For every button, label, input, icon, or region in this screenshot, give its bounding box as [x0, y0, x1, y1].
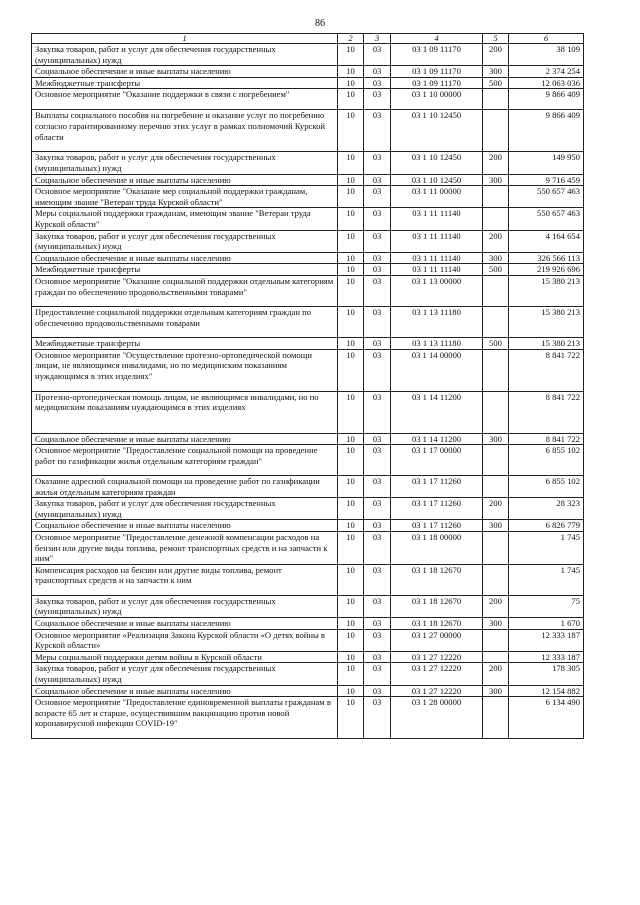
cell-section: 10	[338, 230, 364, 252]
cell-name: Социальное обеспечение и иные выплаты населению	[32, 618, 338, 630]
cell-section: 10	[338, 685, 364, 697]
cell-name: Закупка товаров, работ и услуг для обеспечения государственных (муниципальных) нужд	[32, 44, 338, 66]
cell-expense-type: 500	[483, 264, 509, 276]
cell-expense-type	[483, 391, 509, 433]
cell-code: 03 1 13 11180	[391, 337, 483, 349]
table-row	[32, 275, 584, 306]
cell-code: 03 1 09 11170	[391, 44, 483, 66]
table-row	[32, 44, 584, 66]
cell-name: Закупка товаров, работ и услуг для обеспечения государственных (муниципальных) нужд	[32, 498, 338, 520]
cell-sum: 1 745	[509, 564, 584, 595]
cell-subsection: 03	[364, 110, 391, 152]
cell-code: 03 1 17 11260	[391, 476, 483, 498]
table-row	[32, 445, 584, 476]
cell-sum: 6 855 102	[509, 476, 584, 498]
table-row	[32, 498, 584, 520]
cell-name: Закупка товаров, работ и услуг для обеспечения государственных (муниципальных) нужд	[32, 595, 338, 617]
cell-expense-type: 200	[483, 44, 509, 66]
cell-code: 03 1 11 00000	[391, 186, 483, 208]
cell-sum: 9 866 409	[509, 89, 584, 110]
cell-name: Основное мероприятие "Оказание мер социальной поддержки гражданам, имеющим звание "Ветеран труда Курской области"	[32, 186, 338, 208]
cell-expense-type	[483, 306, 509, 337]
header-cell-code: 4	[391, 34, 483, 44]
cell-expense-type: 300	[483, 66, 509, 78]
cell-section: 10	[338, 44, 364, 66]
cell-subsection: 03	[364, 564, 391, 595]
cell-name: Закупка товаров, работ и услуг для обеспечения государственных (муниципальных) нужд	[32, 230, 338, 252]
cell-section: 10	[338, 337, 364, 349]
cell-expense-type	[483, 564, 509, 595]
cell-sum: 12 154 882	[509, 685, 584, 697]
cell-expense-type: 200	[483, 498, 509, 520]
cell-code: 03 1 11 11140	[391, 252, 483, 264]
cell-subsection: 03	[364, 433, 391, 445]
cell-section: 10	[338, 349, 364, 391]
table-row	[32, 595, 584, 617]
cell-section: 10	[338, 520, 364, 532]
cell-name: Основное мероприятие "Оказание социальной поддержки отдельным категориям граждан по обеспечению продовольственными товарами"	[32, 275, 338, 306]
cell-code: 03 1 18 12670	[391, 564, 483, 595]
cell-subsection: 03	[364, 476, 391, 498]
page-number: 86	[315, 18, 325, 29]
cell-code: 03 1 27 00000	[391, 629, 483, 651]
cell-name: Компенсация расходов на бензин или другие виды топлива, ремонт транспортных средств и на запчасти к ним	[32, 564, 338, 595]
cell-sum: 4 164 654	[509, 230, 584, 252]
cell-sum: 219 926 696	[509, 264, 584, 276]
header-cell-expense-type: 5	[483, 34, 509, 44]
cell-name: Основное мероприятие «Реализация Закона Курской области «О детях войны в Курской области»	[32, 629, 338, 651]
cell-section: 10	[338, 391, 364, 433]
cell-code: 03 1 11 11140	[391, 230, 483, 252]
cell-expense-type	[483, 629, 509, 651]
cell-subsection: 03	[364, 306, 391, 337]
cell-expense-type	[483, 110, 509, 152]
cell-section: 10	[338, 618, 364, 630]
cell-subsection: 03	[364, 66, 391, 78]
cell-section: 10	[338, 663, 364, 685]
cell-code: 03 1 10 12450	[391, 110, 483, 152]
cell-subsection: 03	[364, 498, 391, 520]
cell-subsection: 03	[364, 618, 391, 630]
table-row	[32, 208, 584, 230]
cell-subsection: 03	[364, 520, 391, 532]
cell-subsection: 03	[364, 44, 391, 66]
cell-sum: 15 380 213	[509, 275, 584, 306]
table-row	[32, 264, 584, 276]
cell-name: Оказание адресной социальной помощи на проведение работ по газификации жилья отдельным категориям граждан	[32, 476, 338, 498]
cell-sum: 8 841 722	[509, 391, 584, 433]
cell-name: Основное мероприятие "Осуществление протезно-ортопедической помощи лицам, не являющимся инвалидами, но по медицинским показаниям нуждающимся в этих изделиях"	[32, 349, 338, 391]
cell-name: Социальное обеспечение и иные выплаты населению	[32, 520, 338, 532]
cell-expense-type: 300	[483, 685, 509, 697]
cell-expense-type	[483, 275, 509, 306]
cell-sum: 149 950	[509, 152, 584, 174]
cell-subsection: 03	[364, 275, 391, 306]
cell-subsection: 03	[364, 651, 391, 663]
cell-name: Социальное обеспечение и иные выплаты населению	[32, 685, 338, 697]
cell-section: 10	[338, 532, 364, 565]
cell-code: 03 1 14 00000	[391, 349, 483, 391]
cell-code: 03 1 10 12450	[391, 174, 483, 186]
cell-code: 03 1 28 00000	[391, 697, 483, 739]
cell-expense-type: 200	[483, 230, 509, 252]
cell-name: Протезно-ортопедическая помощь лицам, не являющимся инвалидами, но по медицинским показаниям нуждающимся в этих изделиях	[32, 391, 338, 433]
table-row	[32, 110, 584, 152]
cell-sum: 75	[509, 595, 584, 617]
cell-section: 10	[338, 66, 364, 78]
cell-section: 10	[338, 306, 364, 337]
cell-code: 03 1 27 12220	[391, 685, 483, 697]
cell-name: Закупка товаров, работ и услуг для обеспечения государственных (муниципальных) нужд	[32, 663, 338, 685]
cell-expense-type: 300	[483, 433, 509, 445]
table-row	[32, 618, 584, 630]
header-cell-name: 1	[32, 34, 338, 44]
cell-sum: 326 566 113	[509, 252, 584, 264]
cell-name: Социальное обеспечение и иные выплаты населению	[32, 433, 338, 445]
table-row	[32, 66, 584, 78]
cell-name: Выплаты социального пособия на погребение и оказание услуг по погребению согласно гарантированному перечню этих услуг в рамках полномочий Курской области	[32, 110, 338, 152]
cell-code: 03 1 13 11180	[391, 306, 483, 337]
cell-expense-type: 200	[483, 152, 509, 174]
cell-section: 10	[338, 445, 364, 476]
cell-expense-type	[483, 89, 509, 110]
cell-sum: 8 841 722	[509, 433, 584, 445]
cell-section: 10	[338, 651, 364, 663]
cell-subsection: 03	[364, 391, 391, 433]
cell-sum: 28 323	[509, 498, 584, 520]
cell-subsection: 03	[364, 532, 391, 565]
table-row	[32, 685, 584, 697]
cell-name: Меры социальной поддержки детям войны в Курской области	[32, 651, 338, 663]
cell-code: 03 1 09 11170	[391, 77, 483, 89]
cell-section: 10	[338, 208, 364, 230]
cell-code: 03 1 27 12220	[391, 651, 483, 663]
cell-code: 03 1 18 12670	[391, 595, 483, 617]
cell-section: 10	[338, 595, 364, 617]
cell-subsection: 03	[364, 89, 391, 110]
table-row	[32, 174, 584, 186]
cell-code: 03 1 10 12450	[391, 152, 483, 174]
cell-section: 10	[338, 275, 364, 306]
cell-expense-type: 200	[483, 595, 509, 617]
cell-section: 10	[338, 89, 364, 110]
cell-subsection: 03	[364, 685, 391, 697]
cell-section: 10	[338, 476, 364, 498]
cell-code: 03 1 18 12670	[391, 618, 483, 630]
cell-expense-type	[483, 445, 509, 476]
cell-code: 03 1 27 12220	[391, 663, 483, 685]
cell-section: 10	[338, 252, 364, 264]
cell-name: Основное мероприятие "Предоставление денежной компенсации расходов на бензин или другие виды топлива, ремонт транспортных средств и на запчасти к ним"	[32, 532, 338, 565]
table-row	[32, 230, 584, 252]
cell-subsection: 03	[364, 208, 391, 230]
table-row	[32, 152, 584, 174]
cell-code: 03 1 14 11200	[391, 391, 483, 433]
table-row	[32, 663, 584, 685]
cell-subsection: 03	[364, 264, 391, 276]
cell-expense-type	[483, 349, 509, 391]
cell-section: 10	[338, 186, 364, 208]
cell-name: Социальное обеспечение и иные выплаты населению	[32, 174, 338, 186]
cell-sum: 9 716 459	[509, 174, 584, 186]
cell-section: 10	[338, 498, 364, 520]
cell-name: Основное мероприятие "Предоставление единовременной выплаты гражданам в возрасте 65 лет и старше, осуществившим вакцинацию против новой коронавирусной инфекции COVID-19"	[32, 697, 338, 739]
cell-expense-type: 300	[483, 520, 509, 532]
cell-sum: 12 333 187	[509, 629, 584, 651]
cell-section: 10	[338, 264, 364, 276]
cell-code: 03 1 13 00000	[391, 275, 483, 306]
cell-name: Межбюджетные трансферты	[32, 337, 338, 349]
cell-name: Закупка товаров, работ и услуг для обеспечения государственных (муниципальных) нужд	[32, 152, 338, 174]
cell-expense-type	[483, 697, 509, 739]
cell-code: 03 1 11 11140	[391, 264, 483, 276]
cell-subsection: 03	[364, 337, 391, 349]
cell-expense-type	[483, 186, 509, 208]
cell-subsection: 03	[364, 252, 391, 264]
cell-section: 10	[338, 110, 364, 152]
table-row	[32, 697, 584, 739]
cell-name: Основное мероприятие "Предоставление социальной помощи на проведение работ по газификации жилья отдельным категориям граждан"	[32, 445, 338, 476]
cell-sum: 2 374 254	[509, 66, 584, 78]
cell-subsection: 03	[364, 174, 391, 186]
table-row	[32, 629, 584, 651]
table-row	[32, 564, 584, 595]
cell-sum: 12 333 187	[509, 651, 584, 663]
table-row	[32, 337, 584, 349]
cell-code: 03 1 17 11260	[391, 498, 483, 520]
cell-expense-type	[483, 532, 509, 565]
cell-expense-type: 300	[483, 174, 509, 186]
cell-subsection: 03	[364, 445, 391, 476]
cell-code: 03 1 11 11140	[391, 208, 483, 230]
table-row	[32, 532, 584, 565]
cell-section: 10	[338, 152, 364, 174]
cell-sum: 550 657 463	[509, 186, 584, 208]
cell-sum: 6 855 102	[509, 445, 584, 476]
cell-section: 10	[338, 629, 364, 651]
table-row	[32, 306, 584, 337]
cell-subsection: 03	[364, 349, 391, 391]
cell-sum: 1 745	[509, 532, 584, 565]
cell-sum: 38 109	[509, 44, 584, 66]
cell-expense-type: 300	[483, 252, 509, 264]
cell-subsection: 03	[364, 595, 391, 617]
cell-section: 10	[338, 433, 364, 445]
cell-sum: 15 380 213	[509, 337, 584, 349]
cell-subsection: 03	[364, 186, 391, 208]
table-row	[32, 349, 584, 391]
cell-name: Предоставление социальной поддержки отдельным категориям граждан по обеспечению продовольственными товарами	[32, 306, 338, 337]
cell-expense-type	[483, 476, 509, 498]
table-row	[32, 520, 584, 532]
cell-subsection: 03	[364, 77, 391, 89]
cell-sum: 178 305	[509, 663, 584, 685]
cell-subsection: 03	[364, 663, 391, 685]
cell-expense-type	[483, 208, 509, 230]
header-cell-subsection: 3	[364, 34, 391, 44]
cell-code: 03 1 18 00000	[391, 532, 483, 565]
cell-code: 03 1 10 00000	[391, 89, 483, 110]
cell-expense-type: 500	[483, 337, 509, 349]
cell-code: 03 1 09 11170	[391, 66, 483, 78]
cell-code: 03 1 17 00000	[391, 445, 483, 476]
cell-sum: 15 380 213	[509, 306, 584, 337]
cell-sum: 550 657 463	[509, 208, 584, 230]
cell-expense-type: 200	[483, 663, 509, 685]
cell-name: Социальное обеспечение и иные выплаты населению	[32, 66, 338, 78]
header-row	[32, 34, 584, 44]
cell-name: Социальное обеспечение и иные выплаты населению	[32, 252, 338, 264]
table-row	[32, 252, 584, 264]
cell-section: 10	[338, 77, 364, 89]
cell-name: Меры социальной поддержки гражданам, имеющим звание "Ветеран труда Курской области"	[32, 208, 338, 230]
table-row	[32, 476, 584, 498]
cell-expense-type: 300	[483, 618, 509, 630]
table-row	[32, 391, 584, 433]
cell-expense-type: 500	[483, 77, 509, 89]
table-row	[32, 186, 584, 208]
cell-subsection: 03	[364, 629, 391, 651]
cell-section: 10	[338, 564, 364, 595]
cell-sum: 8 841 722	[509, 349, 584, 391]
table-row	[32, 651, 584, 663]
cell-subsection: 03	[364, 152, 391, 174]
cell-subsection: 03	[364, 697, 391, 739]
cell-name: Основное мероприятие "Оказание поддержки в связи с погребением"	[32, 89, 338, 110]
header-cell-sum: 6	[509, 34, 584, 44]
cell-subsection: 03	[364, 230, 391, 252]
cell-sum: 6 134 490	[509, 697, 584, 739]
cell-sum: 1 670	[509, 618, 584, 630]
cell-code: 03 1 17 11260	[391, 520, 483, 532]
cell-section: 10	[338, 174, 364, 186]
table-row	[32, 433, 584, 445]
cell-expense-type	[483, 651, 509, 663]
table-row	[32, 89, 584, 110]
cell-name: Межбюджетные трансферты	[32, 264, 338, 276]
header-cell-section: 2	[338, 34, 364, 44]
cell-sum: 9 866 409	[509, 110, 584, 152]
cell-sum: 12 063 036	[509, 77, 584, 89]
cell-code: 03 1 14 11200	[391, 433, 483, 445]
cell-name: Межбюджетные трансферты	[32, 77, 338, 89]
budget-table	[31, 33, 584, 739]
table-row	[32, 77, 584, 89]
cell-section: 10	[338, 697, 364, 739]
cell-sum: 6 826 779	[509, 520, 584, 532]
